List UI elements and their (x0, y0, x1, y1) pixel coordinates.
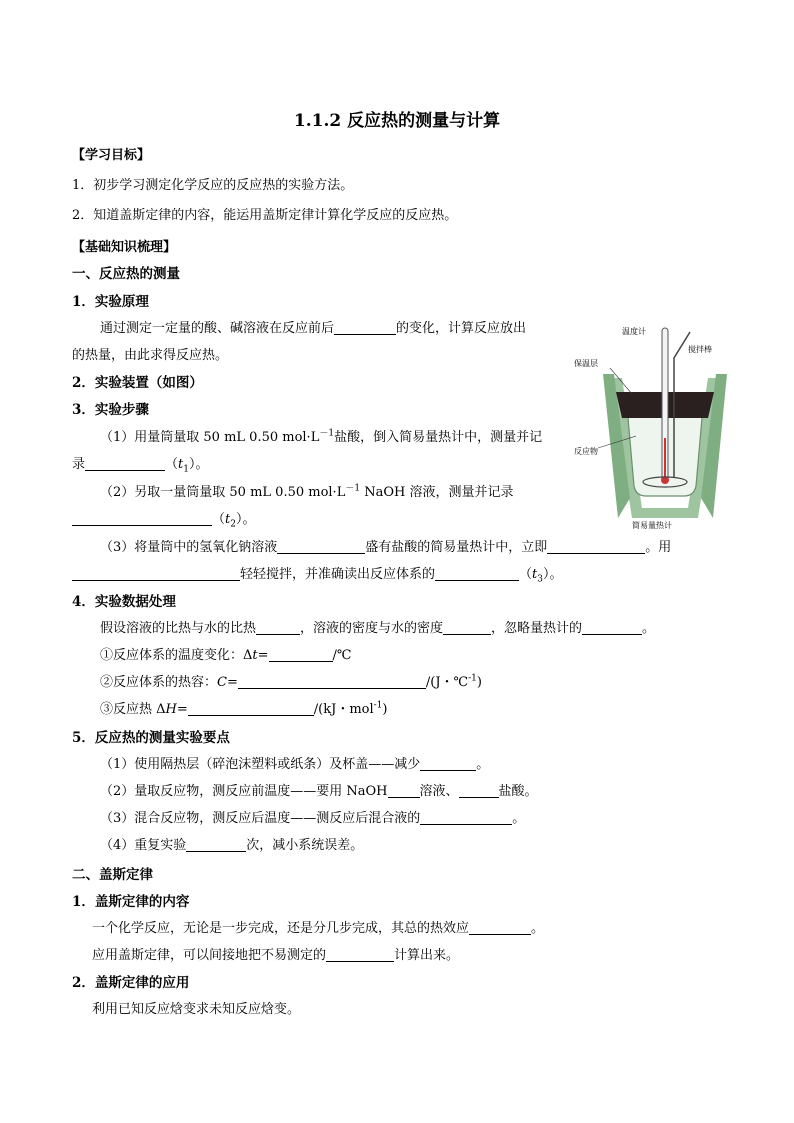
step-3 (100, 538, 671, 558)
unit-celsius: /℃ (332, 648, 352, 663)
hess-application-text-a: 应用盖斯定律，可以间接地把不易测定的 (92, 948, 327, 963)
t1-symbol: t (178, 457, 184, 472)
step-2-text-a: （2）另取一量筒量取 50 mL 0.50 mol·L (100, 485, 346, 500)
blank-delta-h[interactable] (188, 701, 314, 716)
principle-text-b: 的变化，计算反应放出 (396, 321, 527, 336)
calorimeter-diagram (570, 318, 730, 532)
key-point-2-text-c: 盐酸。 (498, 784, 538, 799)
heat-capacity-label: ②反应体系的热容： (100, 675, 218, 690)
blank-max-temp[interactable] (420, 810, 512, 825)
step-1-line-2 (72, 455, 209, 475)
formula-temp (100, 646, 351, 666)
equals: = (257, 648, 269, 663)
paren-open: （ (212, 512, 226, 527)
key-point-2-text-a: （2）量取反应物，测反应前温度——要用 NaOH (100, 784, 388, 799)
reaction-heat-label: ③反应热 Δ (100, 702, 166, 717)
period: 。 (549, 567, 563, 582)
formula-heat-capacity (100, 673, 482, 693)
t2-symbol: t (225, 512, 231, 527)
step-2 (100, 483, 513, 503)
label-thermometer: 温度计 (622, 327, 646, 336)
step-1-text-c: 录 (72, 457, 86, 472)
blank-density[interactable] (443, 620, 491, 635)
label-reactant: 反应物 (574, 447, 598, 456)
blank-hcl[interactable] (459, 783, 499, 798)
period: 。 (242, 512, 256, 527)
blank-repeat[interactable] (186, 837, 246, 852)
t3-symbol: t (532, 567, 538, 582)
hess-application-text-b: 计算出来。 (394, 948, 460, 963)
paren-close: ） (543, 567, 550, 582)
blank-reaction-heat[interactable] (326, 947, 394, 962)
data-text-a: 假设溶液的比热与水的比热 (100, 621, 257, 636)
paren-open: （ (165, 457, 179, 472)
paren-close: ） (235, 512, 243, 527)
blank-c[interactable] (238, 674, 426, 689)
step-1-text-b: 盐酸，倒入简易量热计中，测量并记 (334, 430, 543, 445)
period: 。 (476, 757, 490, 772)
page-title: 1.1.2 反应热的测量与计算 (293, 111, 501, 131)
data-text-b: ，溶液的密度与水的密度 (300, 621, 444, 636)
hess-statement-text: 一个化学反应，无论是一步完成，还是分几步完成，其总的热效应 (92, 921, 470, 936)
label-stirrer: 搅拌棒 (688, 345, 712, 354)
blank-delta-t[interactable] (269, 647, 333, 662)
step-3-text-b: 盛有盐酸的简易量热计中，立即 (365, 540, 548, 555)
hess-application (92, 946, 459, 966)
key-point-2-text-b: 溶液、 (419, 784, 459, 799)
period: 。 (531, 921, 545, 936)
unit-close: ) (476, 675, 482, 690)
unit-sup: -1 (373, 700, 383, 711)
steps-heading: 3．实验步骤 (72, 402, 149, 418)
t1-sub: 1 (183, 464, 189, 475)
blank-cover[interactable] (547, 539, 645, 554)
blank-pour[interactable] (277, 539, 365, 554)
data-heading: 4．实验数据处理 (72, 594, 176, 610)
formula-temp-label: ①反应体系的温度变化：Δ (100, 648, 253, 663)
key-point-4-text-a: （4）重复实验 (100, 838, 187, 853)
step-3-text-d: 轻轻搅拌，并准确读出反应体系的 (240, 567, 436, 582)
blank-heat[interactable] (256, 620, 300, 635)
goal-2: 2．知道盖斯定律的内容，能运用盖斯定律计算化学反应的反应热。 (72, 208, 458, 223)
unit-j: /(J・℃ (425, 675, 469, 690)
key-point-3 (100, 809, 525, 829)
c-symbol: C (217, 675, 227, 690)
principle-heading: 1．实验原理 (72, 294, 149, 310)
step-2-text-b: NaOH 溶液，测量并记录 (360, 485, 514, 500)
goal-1: 1．初步学习测定化学反应的反应热的实验方法。 (72, 178, 354, 193)
hess-content-heading: 1．盖斯定律的内容 (72, 894, 190, 910)
equals: = (176, 702, 188, 717)
key-point-4 (100, 836, 363, 856)
key-points-heading: 5．反应热的测量实验要点 (72, 730, 230, 746)
unit-close: ) (382, 702, 388, 717)
goals-heading: 【学习目标】 (72, 148, 151, 163)
step-2-sup: －1 (345, 483, 361, 494)
thermometer-mercury (664, 438, 666, 478)
equals: = (226, 675, 238, 690)
data-assumption (100, 619, 655, 639)
paren-open: （ (519, 567, 533, 582)
blank-t2[interactable] (72, 511, 212, 526)
step-1 (100, 428, 542, 448)
calorimeter-figure (570, 318, 730, 532)
key-point-2 (100, 782, 538, 802)
blank-temperature[interactable] (334, 320, 396, 335)
apparatus-heading: 2．实验装置（如图） (72, 375, 203, 391)
key-point-1-text: （1）使用隔热层（碎泡沫塑料或纸条）及杯盖——减少 (100, 757, 421, 772)
key-point-3-text: （3）混合反应物，测反应后温度——测反应后混合液的 (100, 811, 421, 826)
blank-t3[interactable] (435, 566, 519, 581)
period: 。 (512, 811, 526, 826)
step-3-line-2 (72, 565, 563, 585)
label-insulation: 保温层 (574, 359, 598, 368)
step-3-text-c: 。用 (645, 540, 672, 555)
key-point-1 (100, 755, 489, 775)
blank-heat-loss[interactable] (420, 756, 476, 771)
period: 。 (195, 457, 209, 472)
step-3-text-a: （3）将量筒中的氢氧化钠溶液 (100, 540, 278, 555)
hess-statement (92, 919, 544, 939)
t3-sub: 3 (537, 574, 543, 585)
data-text-c: ，忽略量热计的 (491, 621, 583, 636)
knowledge-heading: 【基础知识梳理】 (72, 240, 177, 255)
delta-t-symbol: t (252, 648, 258, 663)
data-end: 。 (642, 621, 656, 636)
part2-heading: 二、盖斯定律 (72, 867, 153, 883)
blank-t1[interactable] (85, 456, 165, 471)
step-1-sup: －1 (319, 428, 335, 439)
unit-kj: /(kJ・mol (313, 702, 374, 717)
label-caption: 简易量热计 (632, 521, 672, 530)
blank-stirrer[interactable] (72, 566, 240, 581)
blank-calorimeter[interactable] (582, 620, 642, 635)
h-symbol: H (165, 702, 177, 717)
principle-line-1 (100, 319, 526, 339)
blank-naoh[interactable] (388, 783, 420, 798)
principle-text-c: 的热量，由此求得反应热。 (72, 348, 229, 363)
paren-close: ） (189, 457, 196, 472)
part1-heading: 一、反应热的测量 (72, 266, 180, 282)
key-point-4-text-b: 次，减小系统误差。 (246, 838, 364, 853)
step-2-line-2 (72, 510, 256, 530)
hess-use-text: 利用已知反应焓变求未知反应焓变。 (92, 1002, 301, 1017)
formula-reaction-heat (100, 700, 388, 720)
principle-text-a: 通过测定一定量的酸、碱溶液在反应前后 (100, 321, 335, 336)
step-1-text-a: （1）用量筒量取 50 mL 0.50 mol·L (100, 430, 320, 445)
blank-same[interactable] (469, 920, 531, 935)
unit-sup: -1 (468, 673, 477, 684)
t2-sub: 2 (230, 519, 236, 530)
hess-use-heading: 2．盖斯定律的应用 (72, 975, 190, 991)
